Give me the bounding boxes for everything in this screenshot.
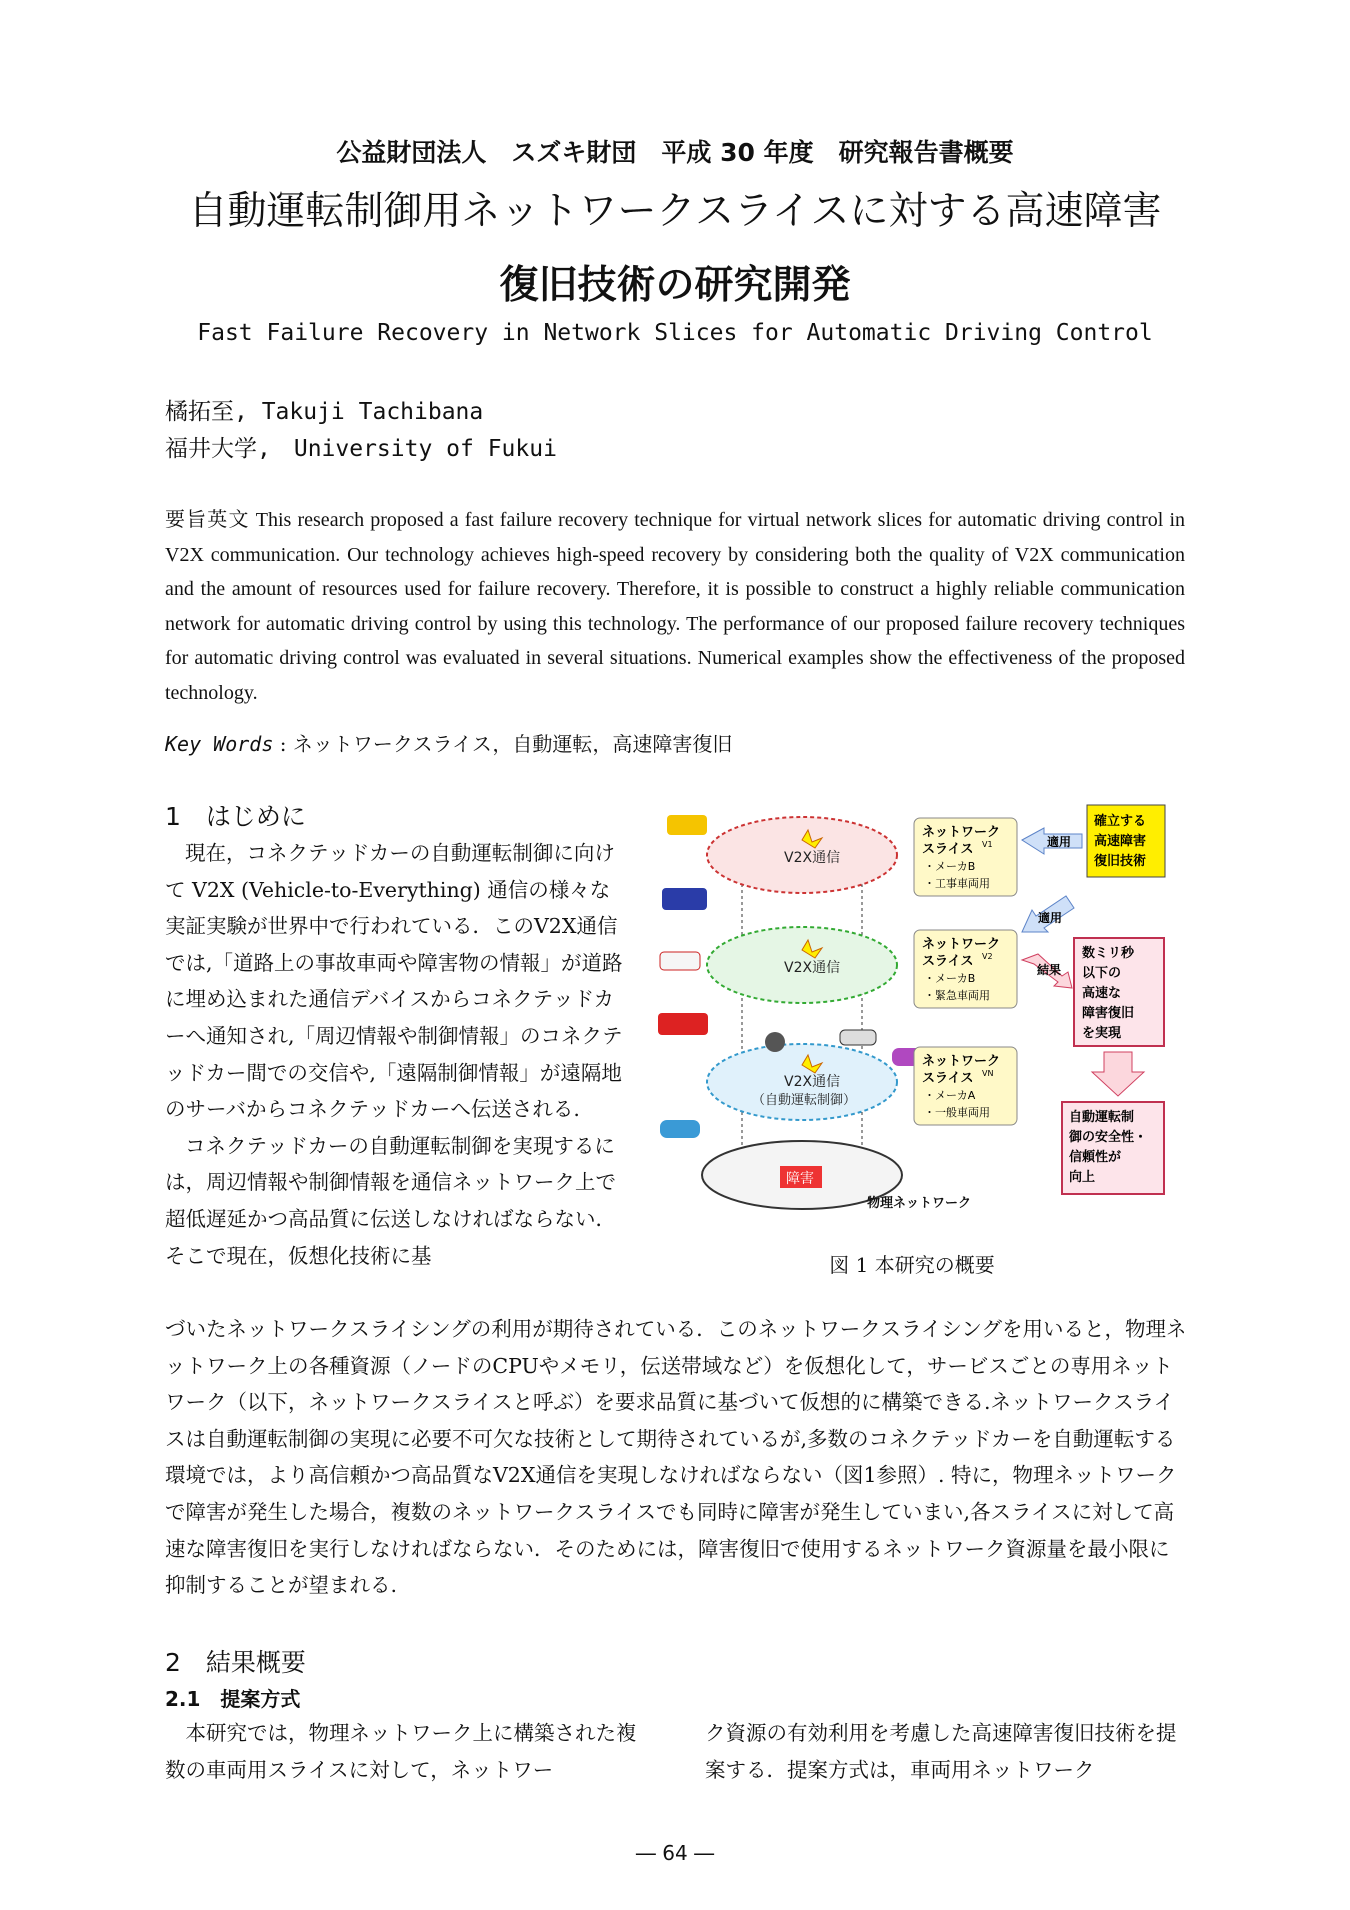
svg-text:自動運転制: 自動運転制 [1069,1110,1135,1125]
svg-text:確立する: 確立する [1094,814,1147,829]
svg-text:ネットワーク: ネットワーク [922,825,1001,840]
svg-text:障害復旧: 障害復旧 [1082,1006,1135,1021]
svg-text:ネットワーク: ネットワーク [922,1054,1001,1069]
svg-text:高速な: 高速な [1082,986,1122,1001]
v2x-sub-label: （自動運転制御） [752,1093,857,1108]
title-english: Fast Failure Recovery in Network Slices for Automatic Driving Control [197,320,1153,346]
physical-network-label: 物理ネットワーク [867,1196,972,1211]
svg-text:御の安全性・: 御の安全性・ [1069,1130,1148,1145]
svg-text:スライス: スライス [922,954,974,969]
svg-text:・緊急車両用: ・緊急車両用 [924,989,990,1002]
page-number: ― 64 ― [635,1841,715,1865]
svg-text:V1: V1 [982,840,993,849]
keywords [165,728,732,757]
abstract [165,502,1185,710]
svg-text:・一般車両用: ・一般車両用 [924,1106,990,1119]
svg-text:結果: 結果 [1037,963,1062,977]
section-1-heading: 1 はじめに [165,802,306,831]
section-2-heading: 2 結果概要 [165,1648,306,1677]
box-result [1074,938,1164,1046]
svg-text:V2: V2 [982,952,993,961]
figure-1 [652,790,1172,1220]
svg-text:信頼性が: 信頼性が [1069,1150,1122,1165]
slice-box-2 [914,930,1017,1008]
svg-text:適用: 適用 [1038,911,1063,925]
fire-truck-icon [658,1013,708,1035]
box-established-technique [1087,805,1165,877]
section-2-1-heading: 2.1 提案方式 [165,1687,301,1711]
slice-cloud-2 [707,927,897,1003]
svg-text:VN: VN [982,1069,994,1078]
svg-text:スライス: スライス [922,1071,974,1086]
section-1-paragraph-1: 現在，コネクテッドカーの自動運転制御に向けて V2X (Vehicle-to-Everything) 通信の様々な実証実験が世界中で行われている．このV2X通信では,「道路上の事故車両や障害物の情報」が道路に埋め込まれた通信デバイスからコネクテッドカーへ通知され,「周辺情報や制御情報」のコネクテッドカー間での交信や,「遠隔制御情報」が遠隔地のサーバからコネクテッドカーへ伝送される. [165,841,623,1122]
apply-arrow-2 [1022,896,1074,932]
svg-text:ネットワーク: ネットワーク [922,937,1001,952]
crane-truck-icon [667,815,707,835]
keywords-text: ネットワークスライス，自動運転，高速障害復旧 [292,732,733,756]
svg-text:復旧技術: 復旧技術 [1094,854,1147,869]
section-1-body-wide [165,1311,1187,1604]
section-1-paragraph-2b: づいたネットワークスライシングの利用が期待されている．このネットワークスライシングを用いると，物理ネットワーク上の各種資源（ノードのCPUやメモリ，伝送帯域など）を仮想化して，サービスごとの専用ネットワーク（以下，ネットワークスライスと呼ぶ）を要求品質に基づいて仮想的に構築できる.ネットワークスライスは自動運転制御の実現に必要不可欠な技術として期待されているが,多数のコネクテッドカーを自動運転する環境では，より高信頼かつ高品質なV2X通信を実現しなければならない（図1参照）. 特に，物理ネットワークで障害が発生した場合，複数のネットワークスライスでも同時に障害が発生していまい,各スライスに対して高速な障害復旧を実行しなければならない．そのためには，障害復旧で使用するネットワーク資源量を最小限に抑制することが望まれる. [165,1317,1187,1598]
abstract-label: 要旨英文 [165,507,250,531]
figure-caption: 図 1 本研究の概要 [829,1253,995,1277]
slice-box-3 [914,1047,1017,1125]
svg-text:・メーカB: ・メーカB [924,972,976,985]
result-arrow [1022,954,1072,988]
v2x-label-1: V2X通信 [784,850,841,866]
svg-text:適用: 適用 [1047,835,1072,849]
svg-text:以下の: 以下の [1082,966,1122,981]
report-header: 公益財団法人 スズキ財団 平成 30 年度 研究報告書概要 [336,138,1014,167]
svg-text:スライス: スライス [922,842,974,857]
svg-text:・工事車両用: ・工事車両用 [924,877,990,890]
failure-label: 障害 [786,1171,814,1187]
keywords-label: Key Words [165,732,274,756]
author-affiliation: 福井大学, University of Fukui [165,436,557,462]
section-2-1-right-text: ク資源の有効利用を考慮した高速障害復旧技術を提案する．提案方式は，車両用ネットワーク [705,1721,1177,1782]
down-arrow-icon [1092,1052,1144,1096]
slice-box-1 [914,818,1017,896]
svg-text:向上: 向上 [1069,1170,1096,1185]
car-icon [660,1120,700,1138]
section-1-body-narrow [165,835,625,1274]
ambulance-icon [660,952,700,970]
svg-text:高速障害: 高速障害 [1094,834,1147,849]
svg-text:数ミリ秒: 数ミリ秒 [1082,946,1135,961]
motorcycle-icon [765,1032,785,1052]
box-safety [1062,1102,1164,1194]
slice-cloud-3 [707,1044,897,1120]
svg-text:・メーカA: ・メーカA [924,1089,976,1102]
police-car-icon [840,1030,876,1045]
svg-text:を実現: を実現 [1082,1026,1122,1041]
tractor-icon [662,888,707,910]
physical-network-cloud [702,1141,971,1211]
keywords-separator: : [273,732,293,756]
section-2-1-right-column [705,1715,1185,1789]
section-2-1-left-text: 本研究では，物理ネットワーク上に構築された複数の車両用スライスに対して，ネットワー [165,1721,637,1782]
v2x-label-2: V2X通信 [784,960,841,976]
title-line-1: 自動運転制御用ネットワークスライスに対する高速障害 [188,189,1162,234]
section-1-paragraph-2a: コネクテッドカーの自動運転制御を実現するには，周辺情報や制御情報を通信ネットワーク上で超低遅延かつ高品質に伝送しなければならない．そこで現在，仮想化技術に基 [165,1133,616,1268]
abstract-text: This research proposed a fast failure recovery technique for virtual network slices for automatic driving control in V2X communication. Our technology achieves high-speed recovery by considering both the quality of V2X communication and the amount of resources used for failure recovery. Therefore, it is possible to construct a highly reliable communication network for automatic driving control by using this technology. The performance of our proposed failure recovery techniques for automatic driving control was evaluated in several situations. Numerical examples show the effectiveness of the proposed technology. [165,509,1186,704]
title-line-2: 復旧技術の研究開発 [499,263,851,308]
v2x-label-3: V2X通信 [784,1074,841,1090]
apply-arrow-1 [1022,828,1082,854]
slice-cloud-1 [707,817,897,893]
svg-text:・メーカB: ・メーカB [924,860,976,873]
author-name: 橘拓至, Takuji Tachibana [165,399,484,425]
section-2-1-left-column [165,1715,645,1789]
